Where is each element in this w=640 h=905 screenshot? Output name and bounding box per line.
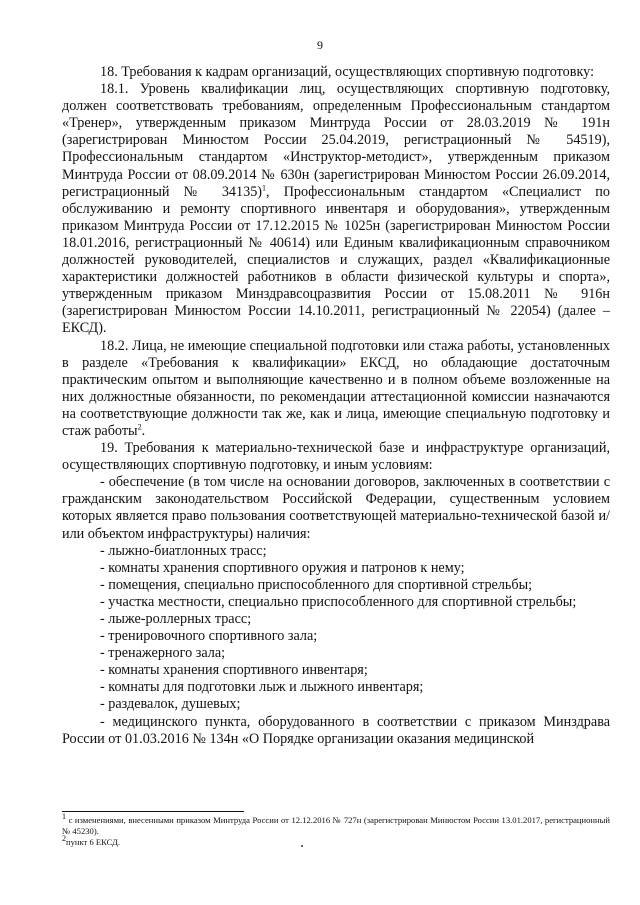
list-item: - раздевалок, душевых; [100,696,241,713]
paragraph-19: 19. Требования к материально-технической базе и инфраструктуре организаций, осуществляющих спортивную подготовку, и иным условиям: [62,440,610,474]
list-item: - лыже-роллерных трасс; [100,611,252,627]
list-item: - комнаты для подготовки лыж и лыжного инвентаря; [100,679,424,696]
paragraph-18-2 [62,338,610,441]
footnote-2 [62,834,610,848]
paragraph-18-2-text-a: 18.2. Лица, не имеющие специальной подготовки или стажа работы, установленных в разделе «Требования к квалификации» ЕКСД, но обладающие достаточным практическим опытом и выполняющие качественно и в полном объеме возложенные на них должностные обязанности, по рекомендации аттестационной комиссии назначаются на соответствующие должности так же, как и лица, имеющие специальную подготовку и стаж работы [62,337,610,439]
list-item: - лыжно-биатлонных трасс; [100,542,267,559]
paragraph-19-intro: - обеспечение (в том числе на основании договоров, заключенных в соответствии с гражданским законодательством Российской Федерации, существенным условием которых является право пользования соответствующей материально-технической базой и/или объектом инфраструктуры) наличия: [62,474,610,542]
paragraph-18-2-text-b: . [141,422,146,439]
list-item: - тренировочного спортивного зала; [100,628,318,645]
footnote-1 [62,812,611,837]
footnote-ref-1: 1 [262,182,267,192]
list-item: - участка местности, специально приспособленного для спортивной стрельбы; [100,593,577,610]
paragraph-19-last: - медицинского пункта, оборудованного в соответствии с приказом Минздрава России от 01.03.2016 № 134н «О Порядке организации оказания медицинской [62,713,610,747]
page-number: 9 [317,38,323,52]
footnote-1-text: с изменениями, внесенными приказом Минтруда России от 12.12.2016 № 727н (зарегистрирован Минюстом России 13.01.2017, регистрационный № 45230). [62,815,611,836]
list-item: - комнаты хранения спортивного инвентаря; [100,662,368,679]
footnote-ref-2: 2 [137,422,142,432]
paragraph-18-1-text-b: , Профессиональным стандартом «Специалист по обслуживанию и ремонту спортивного инвентаря и оборудования», утвержденным приказом Минтруда России от 17.12.2015 № 1025н (зарегистрирован Минюстом России 18.01.2016, регистрационный № 40614) или Единым квалификационным справочником должностей руководителей, специалистов и служащих, раздел «Квалификационные характеристики должностей работников в области физической культуры и спорта», утвержденным приказом Минздравсоцразвития России от 15.08.2011 № 916н (зарегистрирован Минюстом России 14.10.2011, регистрационный № 22054) (далее – ЕКСД). [62,183,610,337]
footnote-mark-1: 1 [62,812,66,822]
footnote-divider [62,811,244,812]
footnotes [62,812,611,848]
list-item: - тренажерного зала; [100,645,226,662]
footnote-mark-2: 2 [62,834,66,844]
document-body [62,64,610,748]
list-item: - комнаты хранения спортивного оружия и патронов к нему; [100,559,465,576]
paragraph-18-1-text-a: 18.1. Уровень квалификации лиц, осуществляющих спортивную подготовку, должен соответствовать требованиям, определенным Профессиональным стандартом «Тренер», утвержденным приказом Минтруда России от 28.03.2019 № 191н (зарегистрирован Минюстом России 25.04.2019, регистрационный № 54519), Профессиональным стандартом «Инструктор-методист», утвержденным приказом Минтруда России от 08.09.2014 № 630н (зарегистрирован Минюстом России 26.09.2014, регистрационный № 34135) [62,81,610,200]
paragraph-18: 18. Требования к кадрам организаций, осуществляющих спортивную подготовку: [100,64,595,80]
footnote-2-text: пункт 6 ЕКСД. [66,837,120,847]
scan-speck [301,845,303,847]
list-item: - помещения, специально приспособленного для спортивной стрельбы; [100,576,533,593]
paragraph-18-1 [62,81,610,337]
